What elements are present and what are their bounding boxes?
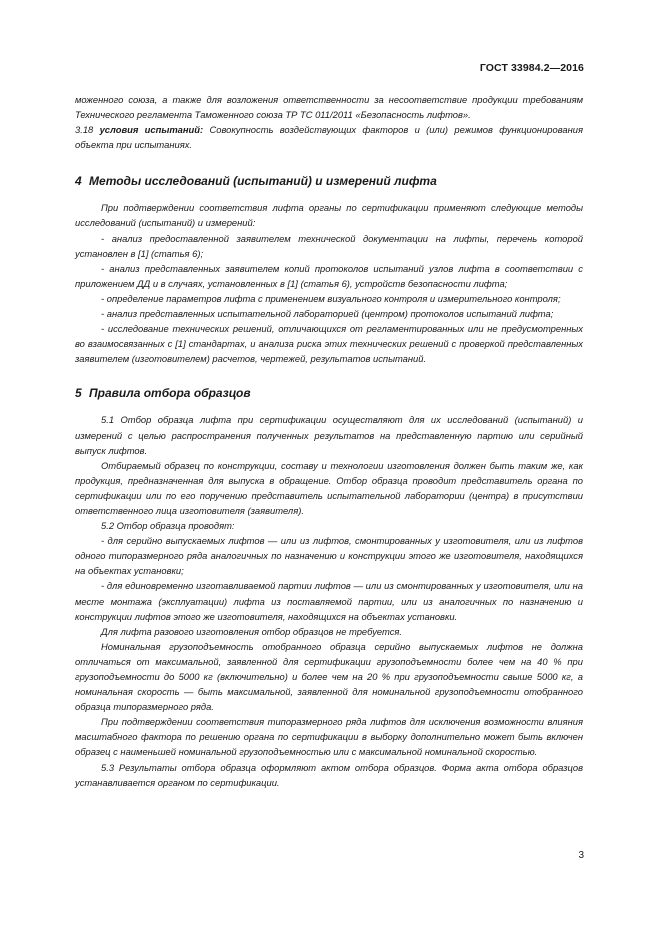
page-content <box>75 92 583 790</box>
paragraph: При подтверждении соответствия типоразмерного ряда лифтов для исключения возможности влияния масштабного фактора по решению органа по сертификации в выборку дополнительно может быть включен образец с наименьшей номинальной грузоподъемностью или с максимальной номинальной скоростью. <box>75 716 583 758</box>
paragraph: 5.2 Отбор образца проводят: <box>101 520 235 532</box>
continuation-paragraph: моженного союза, а также для возложения ответственности за несоответствие продукции требованиям Технического регламента Таможенного союза ТР ТС 011/2011 «Безопасность лифтов». <box>75 94 583 121</box>
paragraph: Номинальная грузоподъемность отобранного образца серийно выпускаемых лифтов не должна отличаться от максимальной, заявленной для сертификации грузоподъемности более чем на 40 % при грузоподъемности до 5000 кг (включительно) и более чем на 20 % при грузоподъемности свыше 5000 кг, а номинальная скорость — быть максимальной, заявленной для номинальной грузоподъемности отобранного образца типоразмерного ряда. <box>75 640 583 713</box>
section-5-body <box>75 412 583 789</box>
paragraph: Отбираемый образец по конструкции, составу и технологии изготовления должен быть таким же, как продукция, предназначенная для выпуска в обращение. Отбор образца проводит представитель органа по сертификации или по его поручению представитель испытательной лаборатории (центра) в присутствии ответственного лица изготовителя (заявителя). <box>75 459 583 516</box>
paragraph: При подтверждении соответствия лифта органы по сертификации применяют следующие методы исследований (испытаний) и измерений: <box>75 202 583 229</box>
list-item: - анализ представленных испытательной лабораторией (центром) протоколов испытаний лифта; <box>101 308 554 320</box>
list-item: - анализ предоставленной заявителем технической документации на лифты, перечень которой установлен в [1] (статья 6); <box>75 232 583 259</box>
paragraph: Для лифта разового изготовления отбор образцов не требуется. <box>101 625 403 637</box>
section-4-body <box>75 200 583 366</box>
list-item: - определение параметров лифта с применением визуального контроля и измерительного контроля; <box>101 292 561 304</box>
list-item: - для серийно выпускаемых лифтов — или из лифтов, смонтированных у изготовителя, или из лифтов одного типоразмерного ряда аналогичных по назначению и конструкции этого же изготовителя, находящихся на объектах установки; <box>75 535 583 577</box>
page-number: 3 <box>578 850 584 861</box>
section-5-title: Правила отбора образцов <box>89 386 251 401</box>
section-4-number: 4 <box>75 174 82 189</box>
definition-text: Совокупность воздействующих факторов и (или) режимов функционирования объекта при испытаниях. <box>75 124 583 151</box>
paragraph: 5.1 Отбор образца лифта при сертификации осуществляют для их исследований (испытаний) и измерений с целью распространения полученных результатов на представленную партию или серийный выпуск лифтов. <box>75 414 583 456</box>
standard-designation: ГОСТ 33984.2—2016 <box>479 62 584 74</box>
paragraph: 5.3 Результаты отбора образца оформляют актом отбора образцов. Форма акта отбора образцов устанавливается органом по сертификации. <box>75 761 583 788</box>
list-item: - анализ представленных заявителем копий протоколов испытаний узлов лифта в соответствии с приложением ДД и в случаях, установленных в [1] (статья 6), устройств безопасности лифта; <box>75 262 583 289</box>
section-5-heading <box>75 386 583 400</box>
list-item: - для единовременно изготавливаемой партии лифтов — или из смонтированных у изготовителя, или на месте монтажа (эксплуатации) лифта из поставляемой партии, или из аналогичных по назначению и конструкции лифтов этого же изготовителя, находящихся на объектах установки. <box>75 580 583 622</box>
definition-paragraph <box>75 122 583 152</box>
definition-number: 3.18 <box>75 124 94 136</box>
section-5-number: 5 <box>75 386 82 401</box>
section-4-title: Методы исследований (испытаний) и измерений лифта <box>89 174 437 189</box>
definition-term: условия испытаний: <box>99 124 204 136</box>
section-4-heading <box>75 174 583 188</box>
list-item: - исследование технических решений, отличающихся от регламентированных или не предусмотренных во взаимосвязанных с [1] стандартах, и анализа риска этих технических решений с проверкой представленных заявителем (изготовителем) расчетов, чертежей, результатов испытаний. <box>75 323 583 365</box>
